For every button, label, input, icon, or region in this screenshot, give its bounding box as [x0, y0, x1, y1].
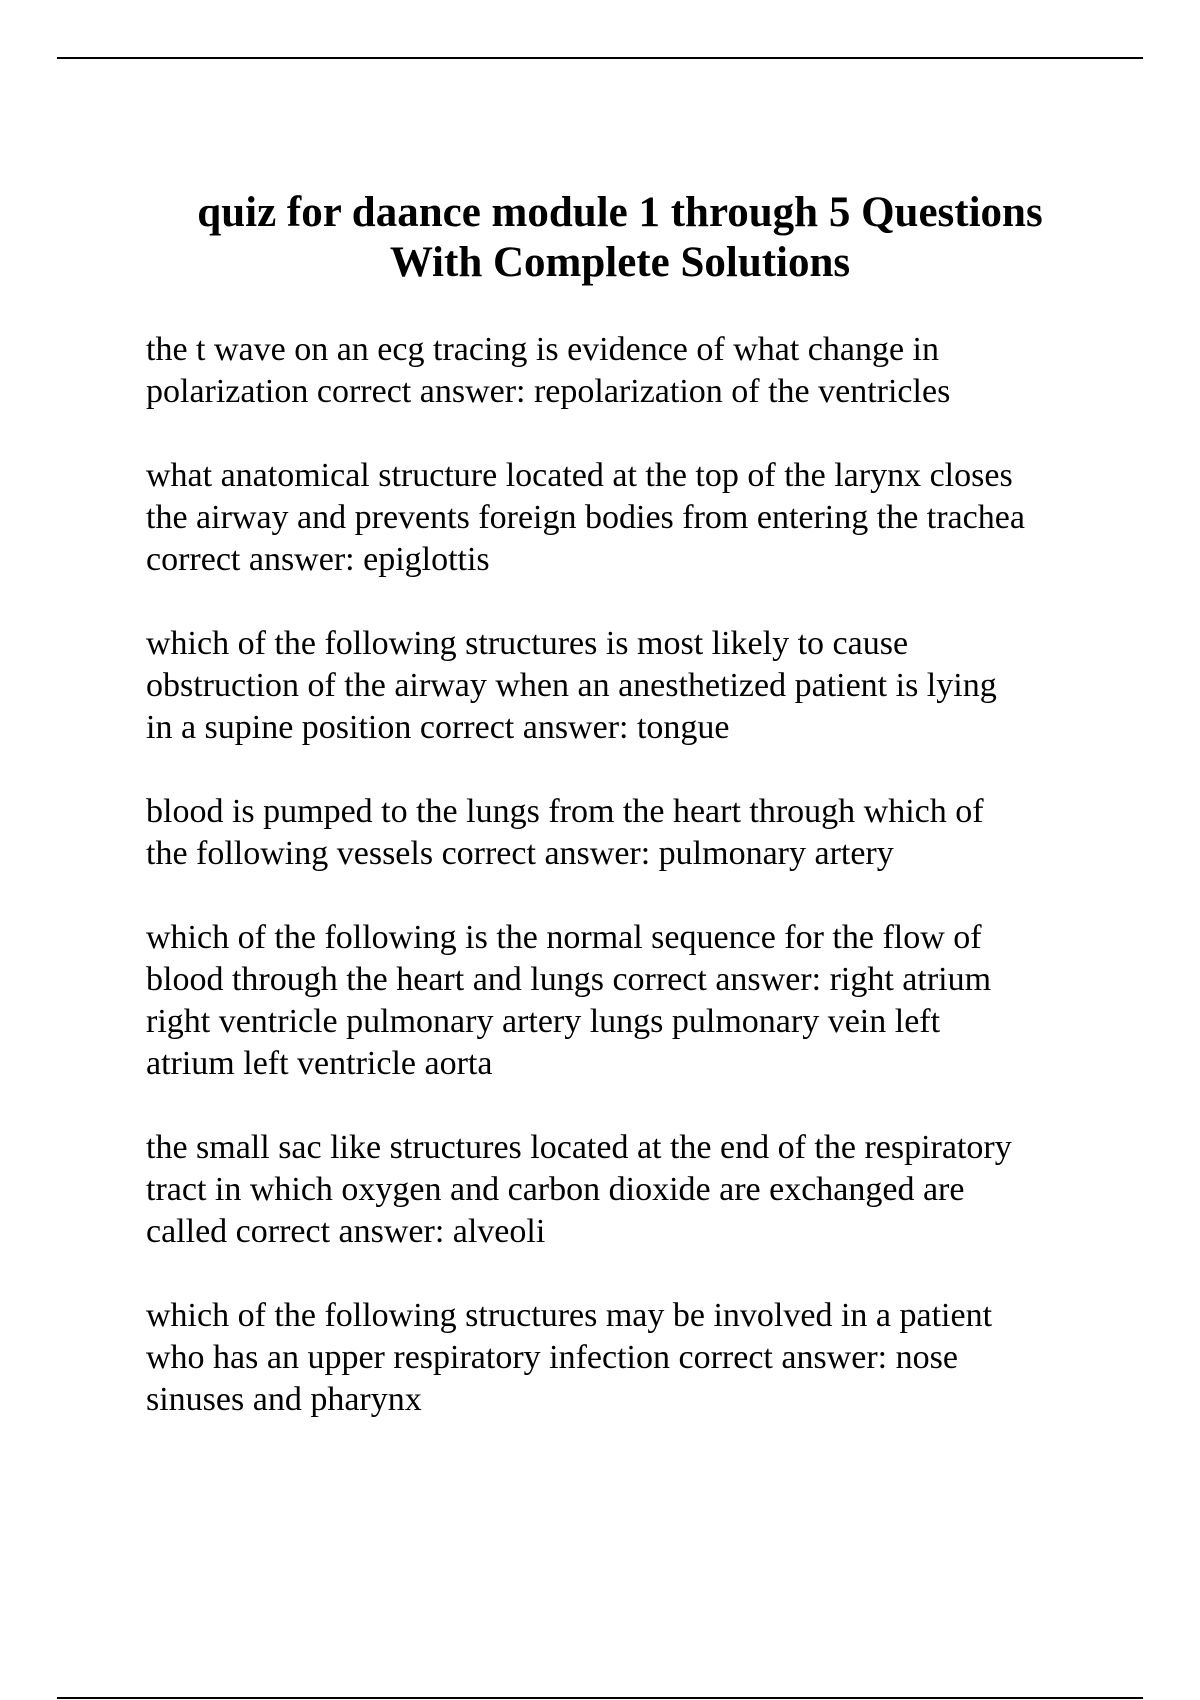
question-item-5	[146, 917, 1146, 1085]
question-item-4	[146, 791, 1146, 875]
question-line: who has an upper respiratory infection correct answer: nose	[146, 1339, 958, 1376]
question-line: the following vessels correct answer: pulmonary artery	[146, 835, 894, 872]
question-line: the airway and prevents foreign bodies from entering the trachea	[146, 499, 1025, 536]
question-item-1	[146, 329, 1146, 413]
question-line: the t wave on an ecg tracing is evidence of what change in	[146, 331, 940, 368]
document-title	[100, 188, 1140, 288]
question-line: called correct answer: alveoli	[146, 1213, 546, 1250]
question-line: which of the following is the normal sequence for the flow of	[146, 919, 982, 956]
question-item-2	[146, 455, 1146, 581]
question-line: which of the following structures is most likely to cause	[146, 625, 909, 662]
title-line-1: quiz for daance module 1 through 5 Questions	[197, 189, 1043, 236]
question-line: right ventricle pulmonary artery lungs pulmonary vein left	[146, 1003, 941, 1040]
question-line: obstruction of the airway when an anesthetized patient is lying	[146, 667, 997, 704]
question-item-3	[146, 623, 1146, 749]
title-line-2: With Complete Solutions	[389, 239, 851, 286]
question-line: correct answer: epiglottis	[146, 541, 490, 578]
question-line: the small sac like structures located at the end of the respiratory	[146, 1129, 1012, 1166]
question-list	[146, 329, 1146, 1463]
question-item-6	[146, 1127, 1146, 1253]
question-line: blood is pumped to the lungs from the heart through which of	[146, 793, 984, 830]
question-line: atrium left ventricle aorta	[146, 1045, 493, 1082]
top-rule	[57, 57, 1143, 59]
question-line: what anatomical structure located at the top of the larynx closes	[146, 457, 1013, 494]
question-line: blood through the heart and lungs correct answer: right atrium	[146, 961, 992, 998]
question-line: sinuses and pharynx	[146, 1381, 422, 1418]
question-line: polarization correct answer: repolarization of the ventricles	[146, 373, 951, 410]
question-line: tract in which oxygen and carbon dioxide are exchanged are	[146, 1171, 965, 1208]
question-line: in a supine position correct answer: tongue	[146, 709, 730, 746]
bottom-rule	[57, 1697, 1143, 1699]
question-item-7	[146, 1295, 1146, 1421]
question-line: which of the following structures may be involved in a patient	[146, 1297, 993, 1334]
